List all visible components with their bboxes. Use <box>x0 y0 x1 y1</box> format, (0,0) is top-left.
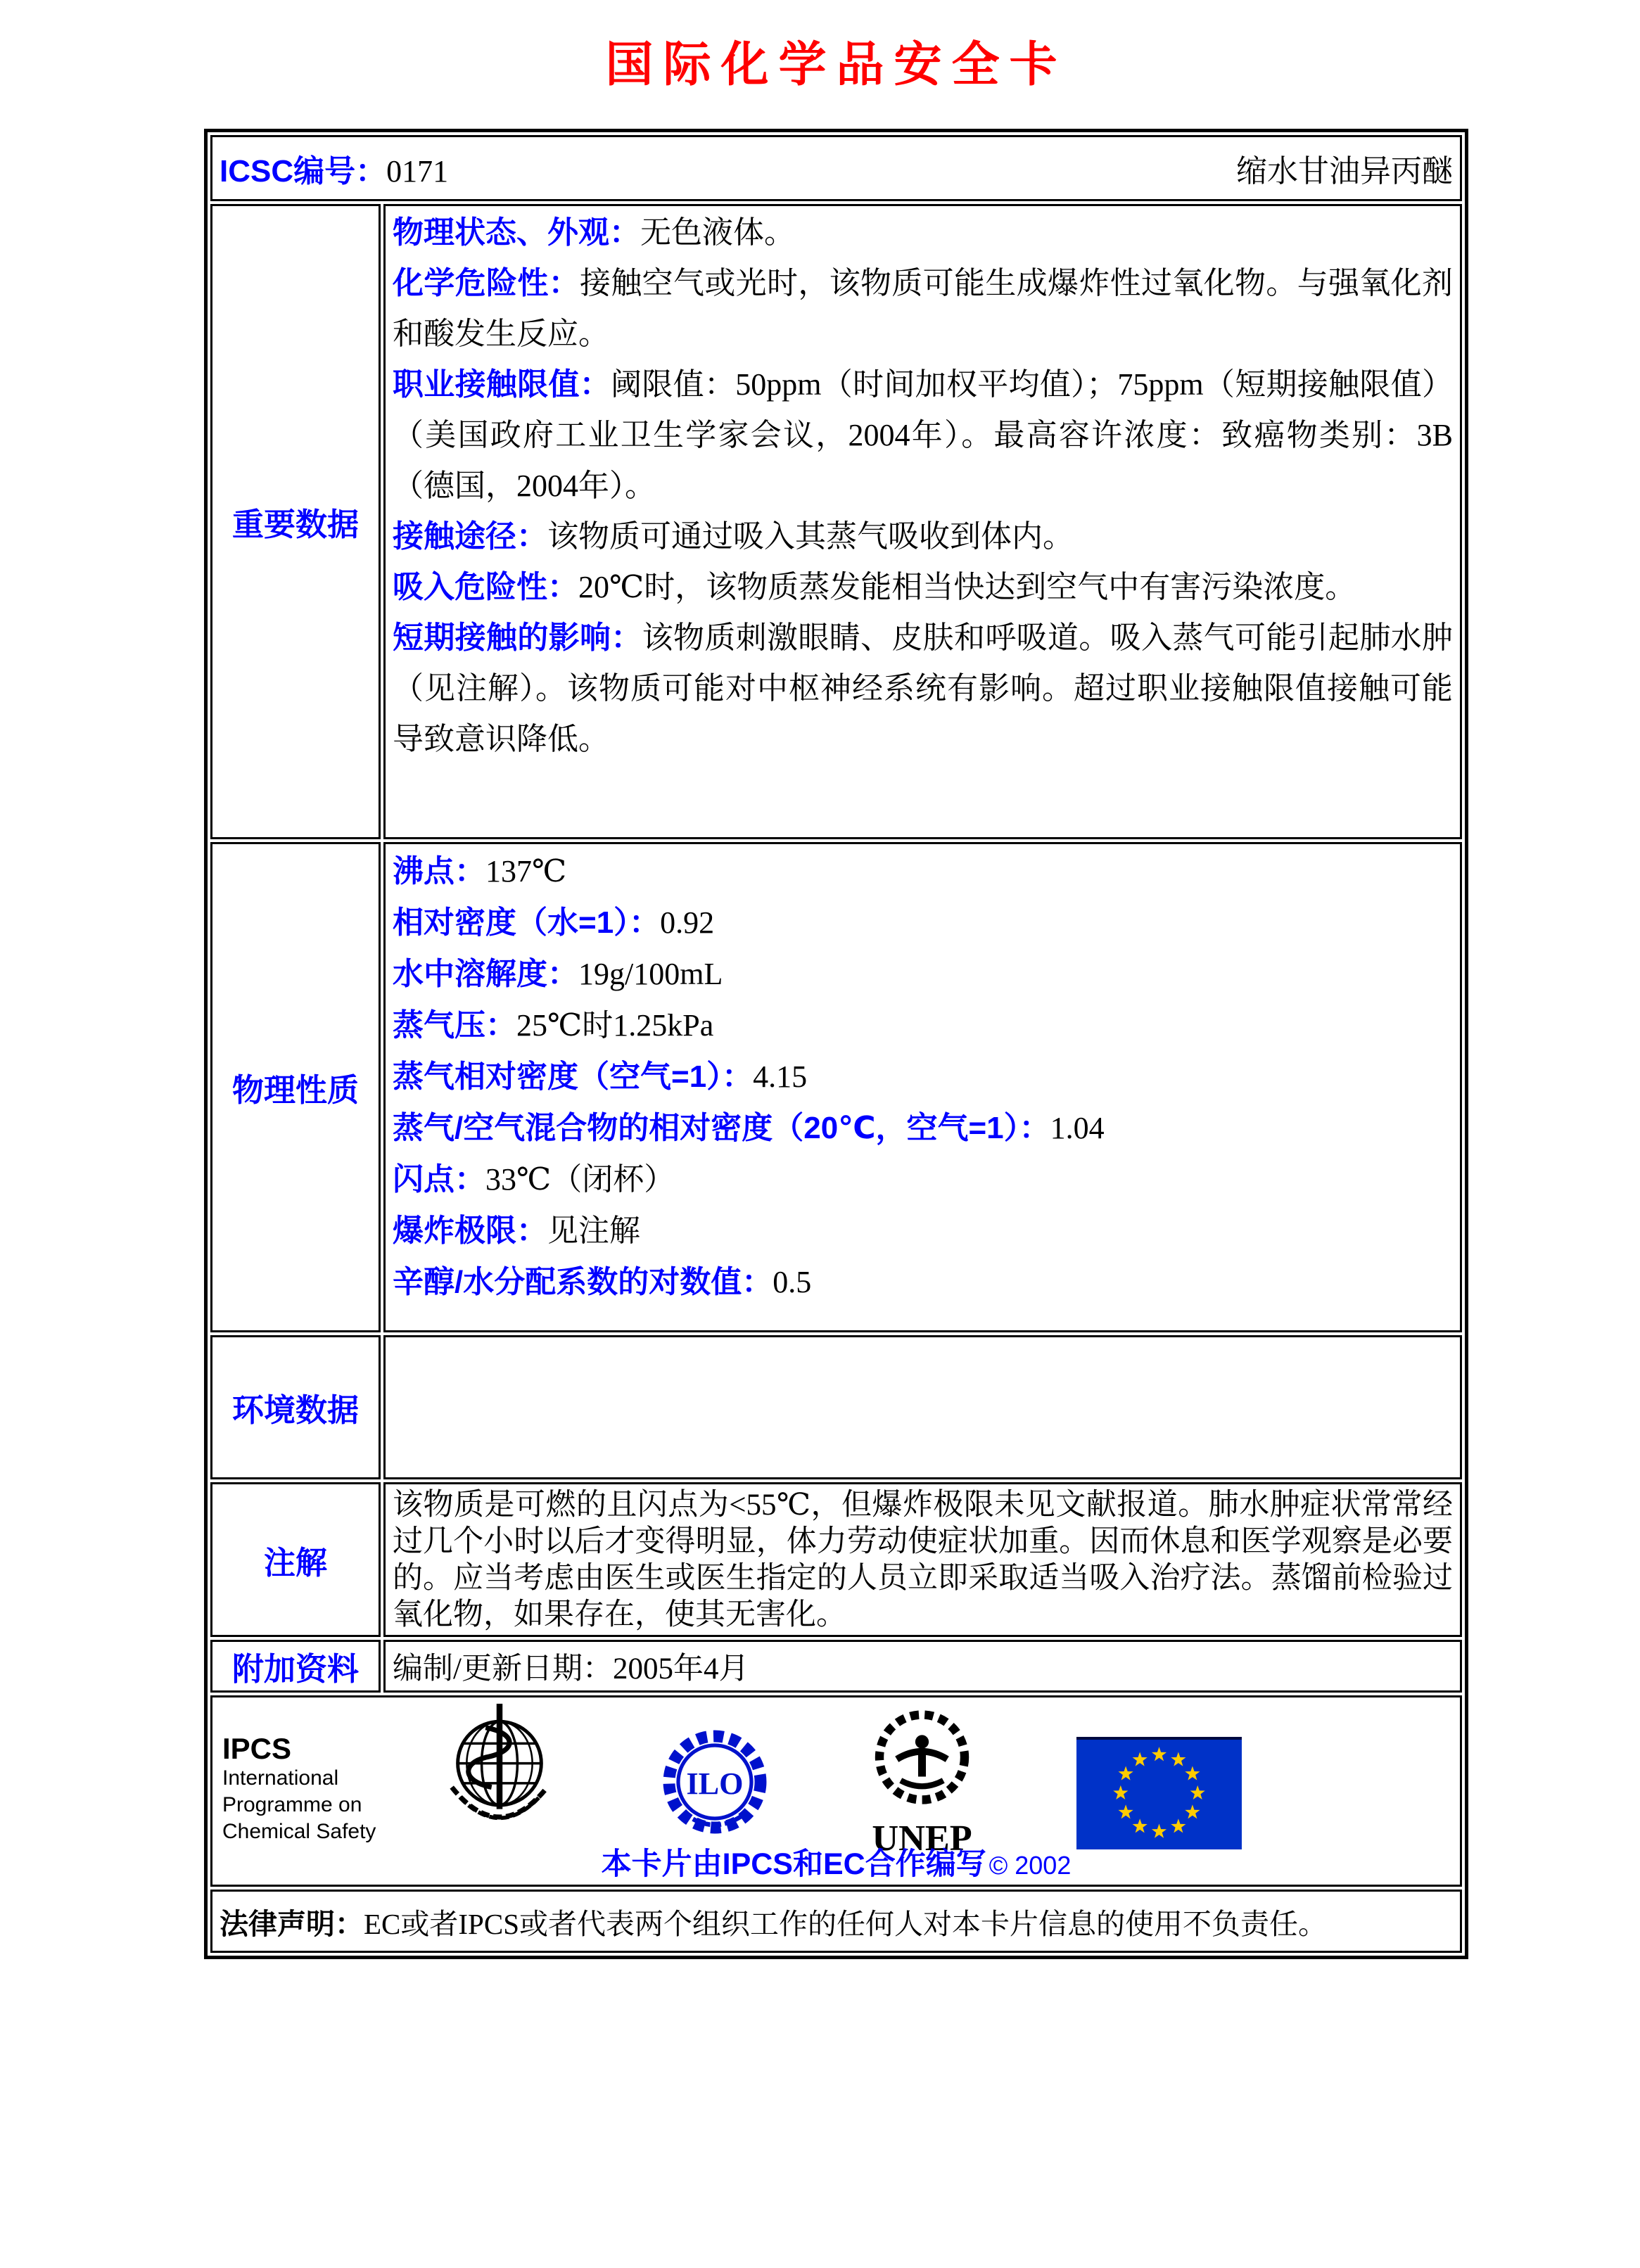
prop-label: 沸点： <box>393 854 485 888</box>
copyright-text: © 2002 <box>989 1851 1072 1880</box>
prop-flash-point <box>393 1154 1453 1205</box>
prop-value: 137℃ <box>485 854 567 888</box>
field-value: 阈限值：50ppm（时间加权平均值）；75ppm（短期接触限值）（美国政府工业卫生学家会议，2004年）。最高容许浓度：致癌物类别：3B（德国，2004年）。 <box>393 367 1453 503</box>
prop-value: 0.5 <box>773 1265 812 1299</box>
additional-info-row <box>210 1640 1462 1693</box>
unep-logo-icon <box>864 1703 980 1861</box>
ipcs-line-1: International <box>222 1766 339 1790</box>
physical-properties-row <box>210 842 1462 1332</box>
prop-label: 相对密度（水=1）： <box>393 905 661 940</box>
field-label: 职业接触限值： <box>393 367 611 402</box>
logos-row <box>210 1695 1462 1887</box>
update-date-text: 编制/更新日期：2005年4月 <box>393 1652 749 1686</box>
field-chemical-danger <box>393 258 1453 359</box>
prop-value: 4.15 <box>753 1059 808 1094</box>
credit-text: 本卡片由IPCS和EC合作编写 <box>601 1847 986 1881</box>
prop-label: 蒸气相对密度（空气=1）： <box>393 1059 754 1094</box>
prop-label: 爆炸极限： <box>393 1213 547 1248</box>
prop-value: 0.92 <box>660 905 715 940</box>
prop-value: 33℃（闭杯） <box>485 1162 675 1197</box>
field-value: 该物质刺激眼睛、皮肤和呼吸道。吸入蒸气可能引起肺水肿（见注解）。该物质可能对中枢神经系统有影响。超过职业接触限值接触可能导致意识降低。 <box>393 620 1454 756</box>
ipcs-acronym: IPCS <box>222 1732 292 1765</box>
important-data-row <box>210 204 1462 839</box>
ilo-logo-icon <box>660 1727 770 1840</box>
legal-text: EC或者IPCS或者代表两个组织工作的任何人对本卡片信息的使用不负责任。 <box>364 1907 1327 1940</box>
physical-properties-content <box>383 842 1462 1332</box>
header-cell <box>210 135 1462 201</box>
who-logo-icon <box>439 1702 560 1854</box>
icsc-number-label: ICSC编号： <box>220 154 387 189</box>
row-label-environmental-data: 环境数据 <box>210 1335 381 1479</box>
row-label-physical-properties: 物理性质 <box>210 842 381 1332</box>
unep-logo-text: UNEP <box>872 1818 972 1858</box>
field-short-term-effects <box>393 613 1453 765</box>
field-value: 20℃时，该物质蒸发能相当快达到空气中有害污染浓度。 <box>578 570 1356 604</box>
prop-value: 见注解 <box>547 1213 640 1248</box>
ipcs-line-3: Chemical Safety <box>222 1820 376 1843</box>
ilo-logo-text: ILO <box>686 1766 744 1801</box>
environmental-data-row <box>210 1335 1462 1479</box>
ipcs-line-2: Programme on <box>222 1793 362 1816</box>
field-value: 接触空气或光时，该物质可能生成爆炸性过氧化物。与强氧化剂和酸发生反应。 <box>393 266 1453 351</box>
additional-info-content <box>383 1640 1462 1693</box>
prop-label: 蒸气/空气混合物的相对密度（20℃，空气=1）： <box>393 1111 1050 1145</box>
legal-cell <box>210 1890 1462 1953</box>
prop-relative-density <box>393 897 1453 948</box>
prop-vapor-pressure <box>393 1000 1453 1051</box>
prop-label: 辛醇/水分配系数的对数值： <box>393 1265 773 1299</box>
prop-label: 闪点： <box>393 1162 485 1197</box>
notes-content <box>383 1482 1462 1637</box>
logos-cell <box>210 1695 1462 1887</box>
notes-text: 该物质是可燃的且闪点为<55℃，但爆炸极限未见文献报道。肺水肿症状常常经过几个小时以后才变得明显，体力劳动使症状加重。因而休息和医学观察是必要的。应当考虑由医生或医生指定的人员立即采取适当吸入治疗法。蒸馏前检验过氧化物，如果存在，使其无害化。 <box>393 1489 1453 1631</box>
field-label: 接触途径： <box>393 519 547 554</box>
row-label-notes: 注解 <box>210 1482 381 1637</box>
prop-label: 蒸气压： <box>393 1008 516 1043</box>
prop-value: 25℃时1.25kPa <box>516 1008 714 1043</box>
icsc-number-value: 0171 <box>386 154 449 189</box>
row-label-additional-info: 附加资料 <box>210 1640 381 1693</box>
icsc-number-group <box>220 146 448 191</box>
prop-explosive-limits <box>393 1205 1453 1256</box>
chemical-name: 缩水甘油异丙醚 <box>1236 154 1453 189</box>
field-value: 该物质可通过吸入其蒸气吸收到体内。 <box>547 519 1074 554</box>
credit-line <box>212 1840 1460 1883</box>
field-label: 吸入危险性： <box>393 570 578 604</box>
field-inhalation-risk <box>393 562 1453 613</box>
field-occupational-limits <box>393 359 1453 511</box>
prop-vapor-air-mixture-density <box>393 1102 1453 1154</box>
prop-value: 1.04 <box>1050 1111 1105 1145</box>
prop-water-solubility <box>393 948 1453 1000</box>
field-exposure-routes <box>393 511 1453 562</box>
field-value: 无色液体。 <box>640 215 795 250</box>
page-title: 国际化学品安全卡 <box>605 38 1067 91</box>
eu-flag-icon <box>1076 1737 1242 1853</box>
notes-row <box>210 1482 1462 1637</box>
legal-row <box>210 1890 1462 1953</box>
header-row <box>210 135 1462 201</box>
prop-value: 19g/100mL <box>578 957 723 991</box>
field-physical-state <box>393 208 1453 258</box>
field-label: 物理状态、外观： <box>393 215 640 250</box>
field-label: 化学危险性： <box>393 266 580 300</box>
prop-octanol-water-coefficient <box>393 1256 1453 1308</box>
field-label: 短期接触的影响： <box>393 620 642 655</box>
icsc-card-table <box>204 129 1468 1959</box>
ipcs-text-block <box>222 1733 376 1845</box>
prop-boiling-point <box>393 846 1453 897</box>
important-data-content <box>383 204 1462 839</box>
prop-vapor-density <box>393 1051 1453 1102</box>
legal-label: 法律声明： <box>220 1907 364 1940</box>
environmental-data-content <box>383 1335 1462 1479</box>
prop-label: 水中溶解度： <box>393 957 578 991</box>
row-label-important-data: 重要数据 <box>210 204 381 839</box>
